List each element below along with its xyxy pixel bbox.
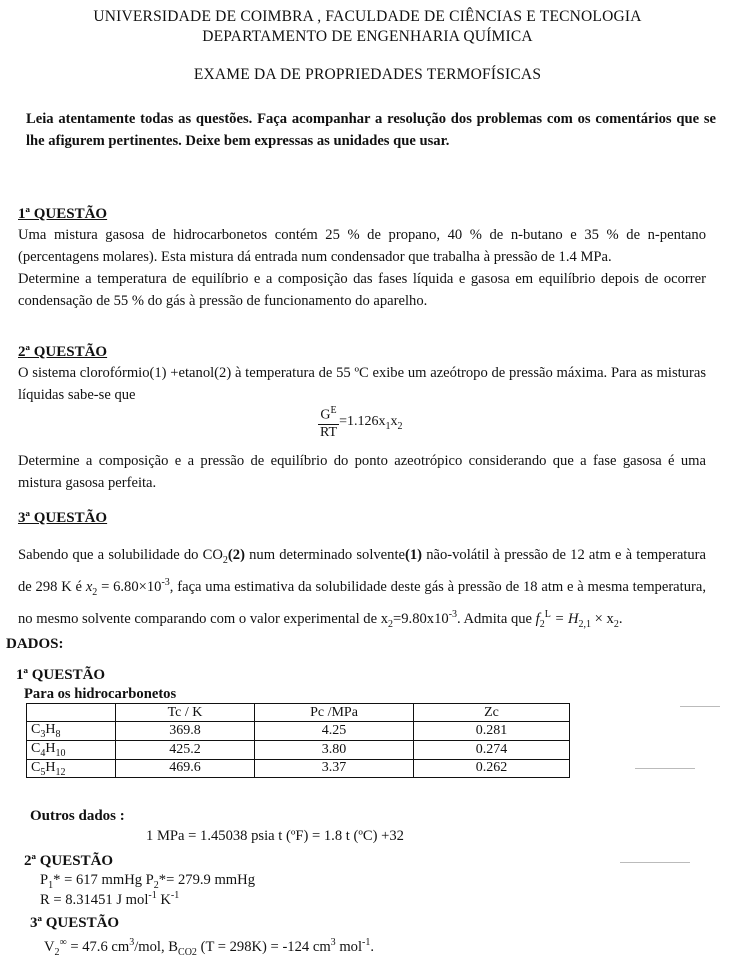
compound-formula: $C_4H_{10}$ xyxy=(27,740,116,759)
tc-value: 425.2 xyxy=(116,740,255,759)
compound-formula: $C_5H_{12}$ xyxy=(27,759,116,778)
compound-formula: $C_3H_8$ xyxy=(27,722,116,741)
dados-q3-title: 3ª QUESTÃO xyxy=(30,915,120,931)
scan-speck xyxy=(635,768,695,769)
q1-title: 1ª QUESTÃO xyxy=(18,206,108,222)
vapor-pressure-line: $P_1* = 617$ mmHg $P_2*= 279.9$ mmHg xyxy=(40,872,255,891)
dados-q2-title: 2ª QUESTÃO xyxy=(24,853,114,869)
outros-dados-label: Outros dados : xyxy=(30,808,125,824)
intro-instructions: Leia atentamente todas as questões. Faça acompanhar a resolução dos problemas com os comentários que se lhe afigurem pertinentes. Deixe bem expressas as unidades que usar. xyxy=(26,111,716,149)
outros-dados-line: 1 MPa = 1.45038 psia t (ºF) = 1.8 t (ºC) +32 xyxy=(146,828,404,844)
column-header-pc: Pc /MPa xyxy=(255,704,414,722)
hydrocarbon-properties-table xyxy=(26,703,570,778)
equation-fraction: $\frac{G^E}{RT}$ xyxy=(320,405,338,440)
q1-statement xyxy=(18,224,706,312)
volume-virial-line: $V_2^\infty = 47.6$ $cm^3$/mol, $B_{CO2}$ (T = 298K) = -124 $cm^3$ mol$^{-1}$. xyxy=(44,937,375,958)
q2-equation: $\frac{G^E}{RT}$ $=1.126x_1x_2$ xyxy=(320,405,403,440)
table-row xyxy=(27,722,570,741)
pc-value: 3.37 xyxy=(255,759,414,778)
q2-title: 2ª QUESTÃO xyxy=(18,344,108,360)
gas-constant-line: R = 8.31451 J mol$^{-1}$ $K^{-1}$ xyxy=(40,890,180,908)
zc-value: 0.274 xyxy=(414,740,570,759)
zc-value: 0.281 xyxy=(414,722,570,741)
tc-value: 369.8 xyxy=(116,722,255,741)
exam-title: EXAME DA DE PROPRIEDADES TERMOFÍSICAS xyxy=(193,66,542,83)
column-header-zc: Zc xyxy=(414,704,570,722)
column-header-tc: Tc / K xyxy=(116,704,255,722)
department-line: DEPARTAMENTO DE ENGENHARIA QUÍMICA xyxy=(202,28,533,45)
table-caption: Para os hidrocarbonetos xyxy=(24,686,177,702)
q2-paragraph-1: O sistema clorofórmio(1) +etanol(2) à temperatura de 55 ºC exibe um azeótropo de pressão máxima. Para as misturas líquidas sabe-se que xyxy=(18,365,706,403)
table-row xyxy=(27,740,570,759)
pc-value: 3.80 xyxy=(255,740,414,759)
q3-statement: Sabendo que a solubilidade do $CO_2(2)$ num determinado solvente(1) não-volátil à pressão de 12 atm e à temperatura de 298 K é $x_2 = 6.80\times 10^{-3}$, faça uma estimativa da solubilidade deste gás à pressão de 18 atm e à mesma temperatura, no mesmo solvente comparando com o valor experimental de $x_2=9.80x10^{-3}$. Admita que $f_2^L = H_{2,1} \times x_2$. xyxy=(18,547,707,630)
tc-value: 469.6 xyxy=(116,759,255,778)
table-header-row xyxy=(27,704,570,722)
scan-speck xyxy=(680,706,720,707)
q2-paragraph-2: Determine a composição e a pressão de equilíbrio do ponto azeotrópico considerando que a fase gasosa é uma mistura gasosa perfeita. xyxy=(18,453,706,491)
q1-paragraph-2: Determine a temperatura de equilíbrio e a composição das fases líquida e gasosa em equilíbrio depois de ocorrer condensação de 55 % do gás à pressão de funcionamento do aparelho. xyxy=(18,271,706,309)
pc-value: 4.25 xyxy=(255,722,414,741)
university-line: UNIVERSIDADE DE COIMBRA , FACULDADE DE CIÊNCIAS E TECNOLOGIA xyxy=(93,8,642,25)
table-row xyxy=(27,759,570,778)
q3-title: 3ª QUESTÃO xyxy=(18,510,108,526)
zc-value: 0.262 xyxy=(414,759,570,778)
scan-speck xyxy=(620,862,690,863)
q1-paragraph-1: Uma mistura gasosa de hidrocarbonetos contém 25 % de propano, 40 % de n-butano e 35 % de n-pentano (percentagens molares). Esta mistura dá entrada num condensador que trabalha à pressão de 1.4 MPa. xyxy=(18,227,706,265)
column-header xyxy=(27,704,116,722)
dados-q1-title: 1ª QUESTÃO xyxy=(16,667,106,683)
dados-label: DADOS: xyxy=(6,636,64,652)
